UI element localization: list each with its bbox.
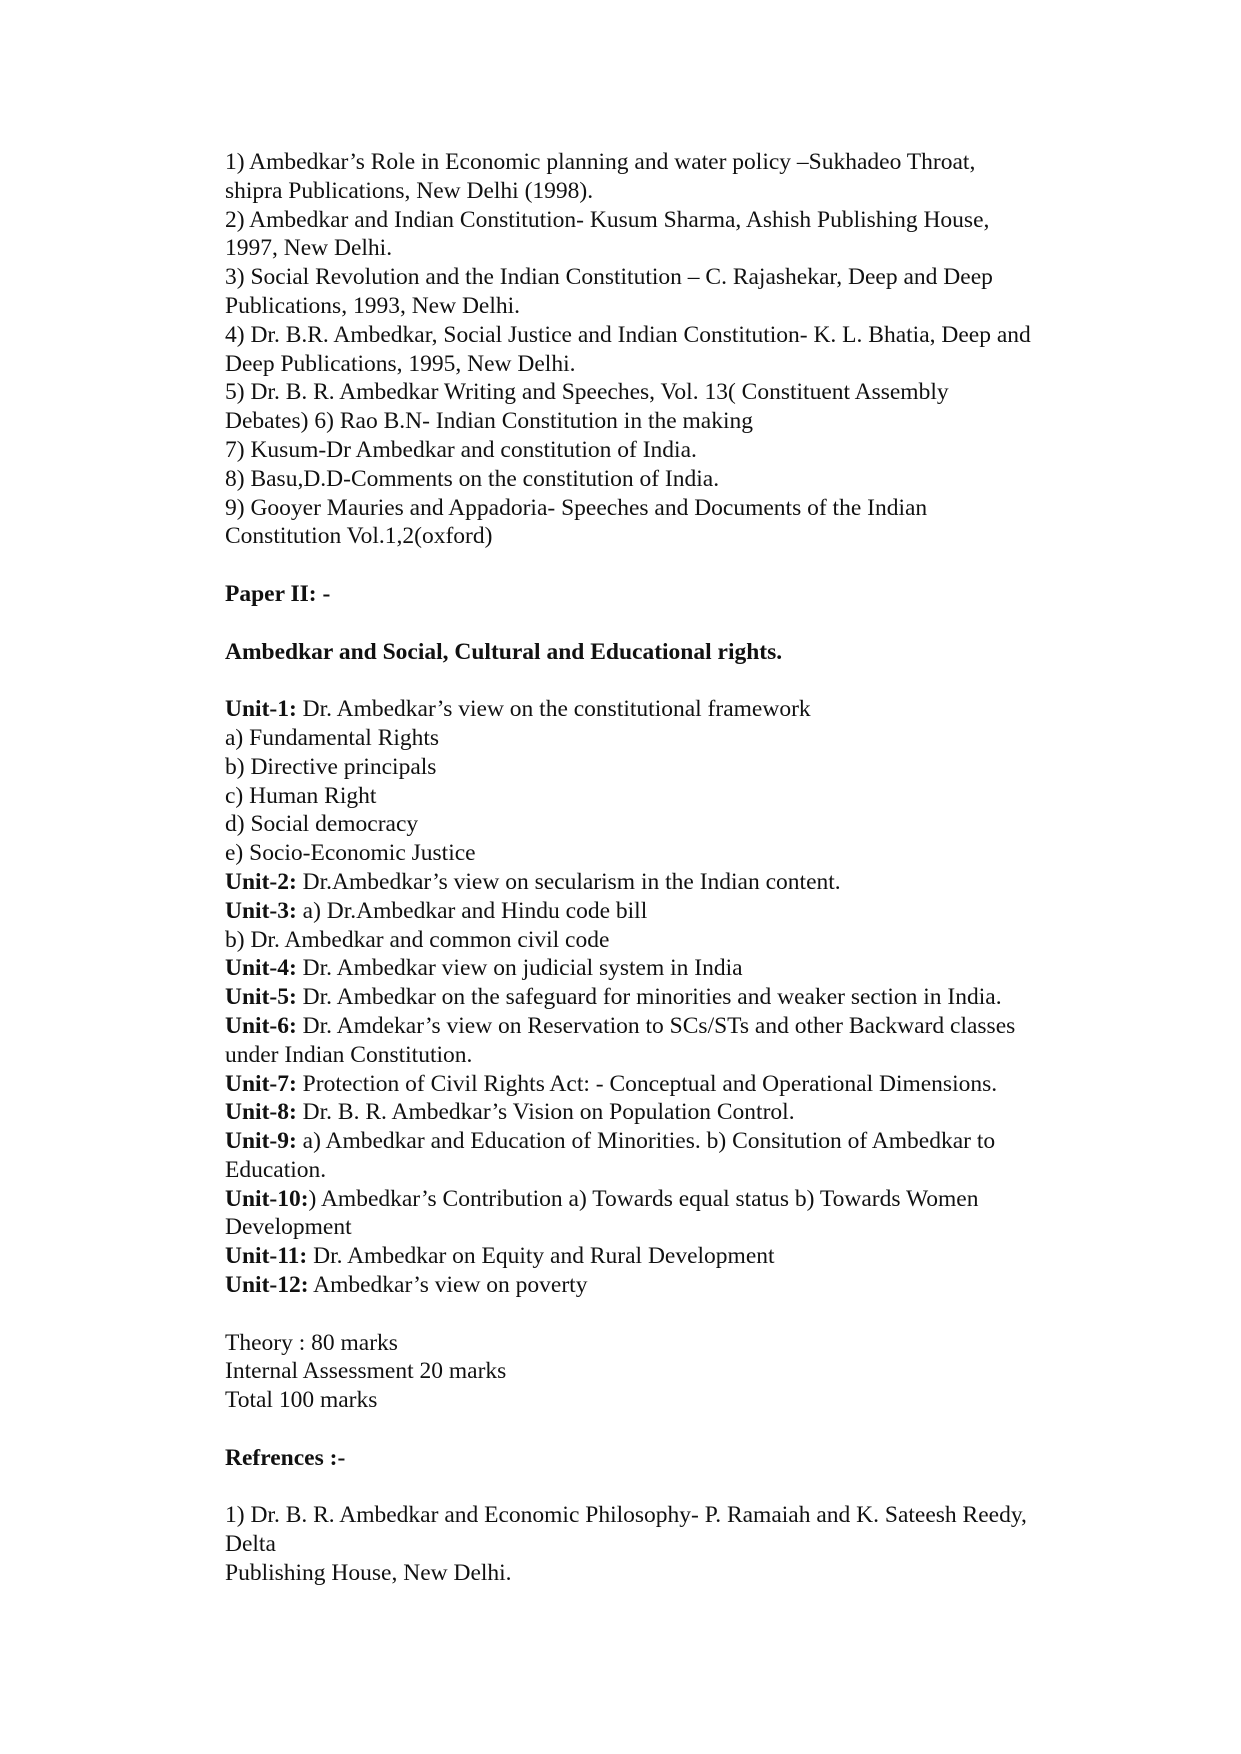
unit-line: [225, 1127, 1125, 1156]
unit-text: a) Dr.Ambedkar and Hindu code bill: [296, 897, 648, 924]
spacer: [225, 1473, 1125, 1502]
unit-line: [225, 1012, 1125, 1041]
unit-text: Dr. Amdekar’s view on Reservation to SCs/STs and other Backward classes: [296, 1012, 1016, 1039]
spacer: [225, 551, 1125, 580]
unit-line: [225, 1185, 1125, 1214]
unit-line: [225, 782, 1125, 811]
reference-line: 5) Dr. B. R. Ambedkar Writing and Speeches, Vol. 13( Constituent Assembly: [225, 379, 949, 406]
unit-label: Unit-2:: [225, 868, 297, 895]
unit-text: a) Ambedkar and Education of Minorities. b) Consitution of Ambedkar to: [296, 1128, 996, 1155]
unit-text: Dr. Ambedkar on Equity and Rural Development: [307, 1243, 775, 1270]
references-bottom-list: [225, 1501, 1125, 1587]
paper-title: Ambedkar and Social, Cultural and Educational rights.: [225, 638, 783, 665]
unit-line: [225, 724, 1125, 753]
spacer: [225, 666, 1125, 695]
reference-line: Delta: [225, 1531, 276, 1558]
unit-line: [225, 1156, 1125, 1185]
marks-block: [225, 1329, 1125, 1415]
unit-text: e) Socio-Economic Justice: [225, 840, 476, 867]
reference-line: 2) Ambedkar and Indian Constitution- Kusum Sharma, Ashish Publishing House,: [225, 206, 990, 233]
unit-text: Dr. Ambedkar’s view on the constitutional framework: [296, 696, 811, 723]
unit-label: Unit-12:: [225, 1272, 309, 1299]
reference-line: shipra Publications, New Delhi (1998).: [225, 177, 594, 204]
unit-line: [225, 897, 1125, 926]
reference-line: Constitution Vol.1,2(oxford): [225, 523, 493, 550]
spacer: [225, 609, 1125, 638]
unit-line: [225, 753, 1125, 782]
unit-line: [225, 810, 1125, 839]
references-heading: Refrences :-: [225, 1444, 346, 1471]
reference-line: 1) Ambedkar’s Role in Economic planning and water policy –Sukhadeo Throat,: [225, 149, 976, 175]
unit-label: Unit-6:: [225, 1012, 297, 1039]
unit-label: Unit-5:: [225, 984, 297, 1011]
unit-text: a) Fundamental Rights: [225, 724, 440, 751]
unit-line: [225, 983, 1125, 1012]
unit-label: Unit-10:: [225, 1185, 309, 1212]
unit-line: [225, 926, 1125, 955]
marks-line: Theory : 80 marks: [225, 1329, 398, 1356]
unit-text: ) Ambedkar’s Contribution a) Towards equal status b) Towards Women: [308, 1185, 979, 1212]
unit-line: [225, 1041, 1125, 1070]
unit-text: Dr.Ambedkar’s view on secularism in the Indian content.: [296, 868, 841, 895]
unit-line: [225, 1098, 1125, 1127]
unit-text: Dr. Ambedkar view on judicial system in India: [296, 955, 743, 982]
reference-line: 8) Basu,D.D-Comments on the constitution of India.: [225, 465, 720, 492]
reference-line: 4) Dr. B.R. Ambedkar, Social Justice and Indian Constitution- K. L. Bhatia, Deep and: [225, 321, 1031, 348]
reference-line: Publishing House, New Delhi.: [225, 1560, 512, 1587]
marks-line: Internal Assessment 20 marks: [225, 1358, 507, 1385]
unit-label: Unit-1:: [225, 696, 297, 723]
unit-text: Dr. B. R. Ambedkar’s Vision on Population Control.: [296, 1099, 795, 1126]
unit-text: b) Directive principals: [225, 753, 437, 780]
spacer: [225, 1300, 1125, 1329]
unit-line: [225, 1213, 1125, 1242]
reference-line: 7) Kusum-Dr Ambedkar and constitution of India.: [225, 436, 697, 463]
unit-label: Unit-9:: [225, 1128, 297, 1155]
unit-line: [225, 954, 1125, 983]
unit-text: under Indian Constitution.: [225, 1041, 473, 1068]
reference-line: 1997, New Delhi.: [225, 235, 393, 262]
unit-text: Dr. Ambedkar on the safeguard for minorities and weaker section in India.: [296, 984, 1002, 1011]
unit-line: [225, 1271, 1125, 1300]
references-top-list: [225, 148, 1125, 551]
unit-text: Protection of Civil Rights Act: - Conceptual and Operational Dimensions.: [296, 1070, 998, 1097]
unit-label: Unit-4:: [225, 955, 297, 982]
unit-text: Development: [225, 1214, 352, 1241]
unit-label: Unit-8:: [225, 1099, 297, 1126]
marks-line: Total 100 marks: [225, 1387, 378, 1414]
document-page: [225, 148, 1125, 1588]
unit-line: [225, 868, 1125, 897]
unit-text: c) Human Right: [225, 782, 377, 809]
paper-heading: Paper II: -: [225, 580, 331, 607]
reference-line: 1) Dr. B. R. Ambedkar and Economic Philosophy- P. Ramaiah and K. Sateesh Reedy,: [225, 1502, 1027, 1529]
units-list: [225, 695, 1125, 1300]
unit-line: [225, 1070, 1125, 1099]
unit-line: [225, 839, 1125, 868]
unit-text: d) Social democracy: [225, 811, 419, 838]
unit-text: b) Dr. Ambedkar and common civil code: [225, 926, 610, 953]
reference-line: Publications, 1993, New Delhi.: [225, 292, 521, 319]
unit-line: [225, 1242, 1125, 1271]
reference-line: 3) Social Revolution and the Indian Constitution – C. Rajashekar, Deep and Deep: [225, 264, 993, 291]
unit-text: Education.: [225, 1156, 327, 1183]
unit-label: Unit-7:: [225, 1070, 297, 1097]
reference-line: 9) Gooyer Mauries and Appadoria- Speeches and Documents of the Indian: [225, 494, 928, 521]
reference-line: Deep Publications, 1995, New Delhi.: [225, 350, 576, 377]
unit-label: Unit-3:: [225, 897, 297, 924]
unit-label: Unit-11:: [225, 1243, 308, 1270]
unit-line: [225, 695, 1125, 724]
unit-text: Ambedkar’s view on poverty: [308, 1272, 588, 1299]
reference-line: Debates) 6) Rao B.N- Indian Constitution in the making: [225, 408, 754, 435]
spacer: [225, 1415, 1125, 1444]
